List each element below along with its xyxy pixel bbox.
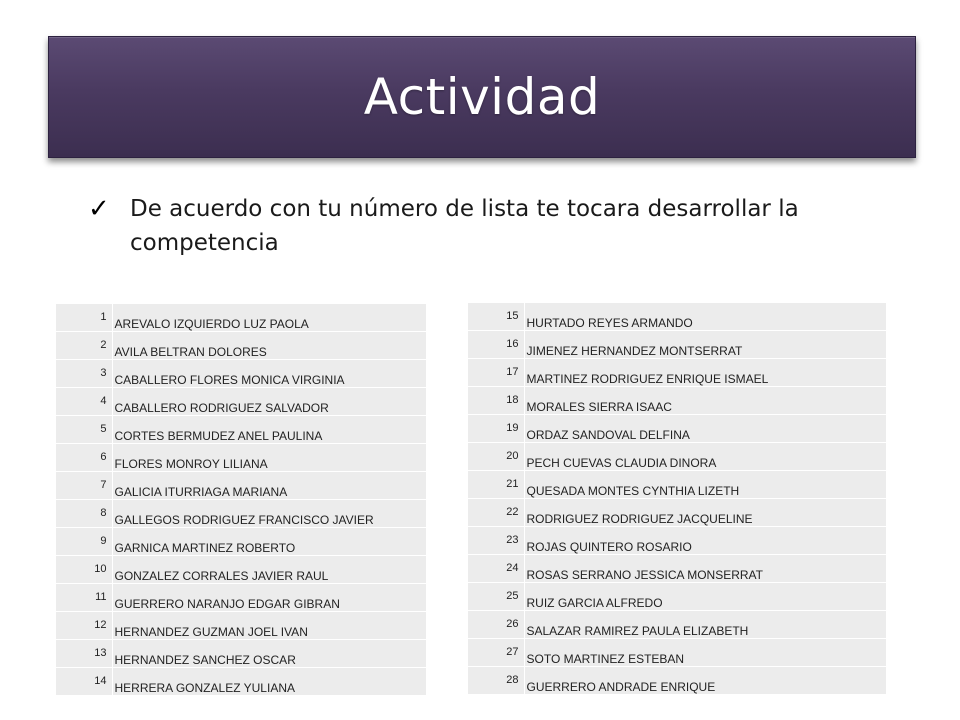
student-row [468,527,886,555]
student-name: GUERRERO NARANJO EDGAR GIBRAN [112,584,426,612]
student-name: RUIZ GARCIA ALFREDO [524,583,886,611]
student-row [56,388,426,416]
student-row [56,528,426,556]
student-name: ROSAS SERRANO JESSICA MONSERRAT [524,555,886,583]
student-row [56,668,426,696]
student-name: JIMENEZ HERNANDEZ MONTSERRAT [524,331,886,359]
student-name: ROJAS QUINTERO ROSARIO [524,527,886,555]
list-number: 12 [56,612,112,640]
student-row [468,331,886,359]
slide-title: Actividad [363,68,601,126]
student-name: PECH CUEVAS CLAUDIA DINORA [524,443,886,471]
student-roster-left [56,304,426,696]
student-row [468,415,886,443]
student-row [56,640,426,668]
student-name: ORDAZ SANDOVAL DELFINA [524,415,886,443]
student-row [468,583,886,611]
student-name: GARNICA MARTINEZ ROBERTO [112,528,426,556]
list-number: 13 [56,640,112,668]
list-number: 20 [468,443,524,471]
checkmark-icon: ✓ [88,194,110,224]
student-name: RODRIGUEZ RODRIGUEZ JACQUELINE [524,499,886,527]
student-row [468,611,886,639]
student-name: SALAZAR RAMIREZ PAULA ELIZABETH [524,611,886,639]
list-number: 10 [56,556,112,584]
list-number: 17 [468,359,524,387]
list-number: 27 [468,639,524,667]
student-row [468,667,886,695]
list-number: 8 [56,500,112,528]
student-row [56,304,426,332]
student-row [468,387,886,415]
list-number: 14 [56,668,112,696]
list-number: 1 [56,304,112,332]
student-name: GALICIA ITURRIAGA MARIANA [112,472,426,500]
list-number: 19 [468,415,524,443]
list-number: 11 [56,584,112,612]
list-number: 4 [56,388,112,416]
student-row [56,360,426,388]
student-row [56,472,426,500]
student-name: AREVALO IZQUIERDO LUZ PAOLA [112,304,426,332]
student-name: FLORES MONROY LILIANA [112,444,426,472]
student-name: MARTINEZ RODRIGUEZ ENRIQUE ISMAEL [524,359,886,387]
title-banner [48,36,916,158]
list-number: 9 [56,528,112,556]
student-name: HERNANDEZ SANCHEZ OSCAR [112,640,426,668]
list-number: 28 [468,667,524,695]
student-row [56,332,426,360]
list-number: 16 [468,331,524,359]
student-row [468,499,886,527]
list-number: 6 [56,444,112,472]
student-row [56,584,426,612]
student-name: HERRERA GONZALEZ YULIANA [112,668,426,696]
list-number: 2 [56,332,112,360]
list-number: 5 [56,416,112,444]
student-row [56,500,426,528]
list-number: 22 [468,499,524,527]
list-number: 26 [468,611,524,639]
student-row [468,303,886,331]
student-row [468,471,886,499]
student-name: AVILA BELTRAN DOLORES [112,332,426,360]
student-name: QUESADA MONTES CYNTHIA LIZETH [524,471,886,499]
student-name: CABALLERO FLORES MONICA VIRGINIA [112,360,426,388]
student-row [56,416,426,444]
student-row [468,639,886,667]
student-name: MORALES SIERRA ISAAC [524,387,886,415]
student-name: SOTO MARTINEZ ESTEBAN [524,639,886,667]
student-name: GONZALEZ CORRALES JAVIER RAUL [112,556,426,584]
list-number: 23 [468,527,524,555]
student-name: GALLEGOS RODRIGUEZ FRANCISCO JAVIER [112,500,426,528]
instruction-text: De acuerdo con tu número de lista te tocara desarrollar la competencia [130,196,799,256]
list-number: 24 [468,555,524,583]
student-row [468,443,886,471]
student-row [56,612,426,640]
student-name: HURTADO REYES ARMANDO [524,303,886,331]
student-name: CABALLERO RODRIGUEZ SALVADOR [112,388,426,416]
list-number: 25 [468,583,524,611]
student-roster-right [468,303,886,695]
list-number: 3 [56,360,112,388]
student-name: HERNANDEZ GUZMAN JOEL IVAN [112,612,426,640]
list-number: 7 [56,472,112,500]
instruction-bullet [88,192,888,260]
student-row [56,556,426,584]
student-name: CORTES BERMUDEZ ANEL PAULINA [112,416,426,444]
list-number: 21 [468,471,524,499]
student-row [468,555,886,583]
student-row [56,444,426,472]
student-row [468,359,886,387]
student-name: GUERRERO ANDRADE ENRIQUE [524,667,886,695]
list-number: 18 [468,387,524,415]
list-number: 15 [468,303,524,331]
